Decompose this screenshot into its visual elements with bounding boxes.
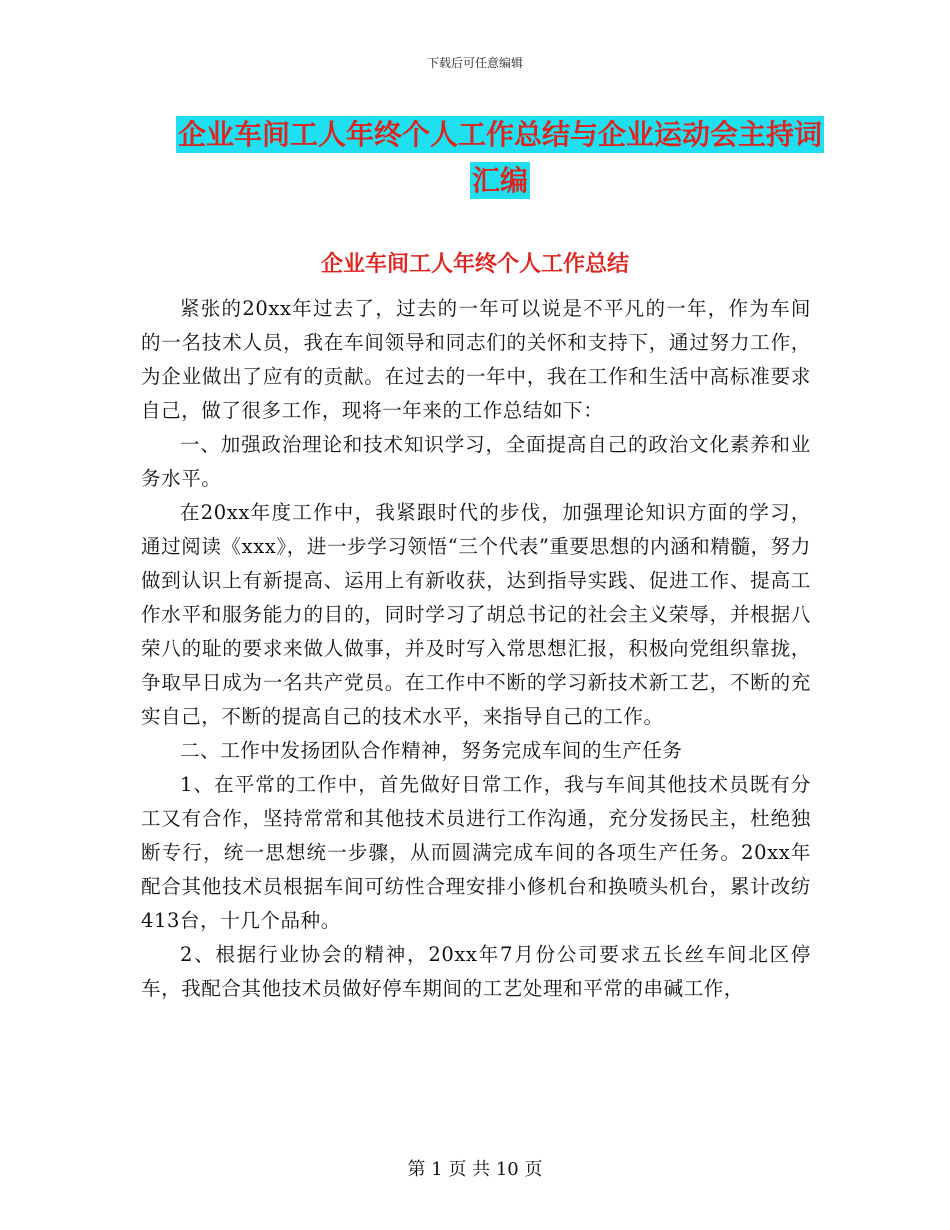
section-title: 企业车间工人年终个人工作总结 [320, 252, 629, 277]
document-title [140, 112, 860, 204]
paragraph: 一、加强政治理论和技术知识学习，全面提高自己的政治文化素养和业务水平。 [141, 433, 811, 490]
paragraph: 在20xx年度工作中，我紧跟时代的步伐，加强理论知识方面的学习，通过阅读《xxx》，进一步学习领悟“三个代表”重要思想的内涵和精髓，努力做到认识上有新提高、运用上有新收获，达到指导实践、促进工作、提高工作水平和服务能力的目的，同时学习了胡总书记的社会主义荣辱，并根据八荣八的耻的要求来做人做事，并及时写入常思想汇报，积极向党组织靠拢，争取早日成为一名共产党员。在工作中不断的学习新技术新工艺，不断的充实自己，不断的提高自己的技术水平，来指导自己的工作。 [141, 501, 811, 728]
paragraph: 二、工作中发扬团队合作精神，努务完成车间的生产任务 [180, 739, 683, 762]
document-title-line1: 企业车间工人年终个人工作总结与企业运动会主持词 [177, 118, 822, 151]
paragraph: 1、在平常的工作中，首先做好日常工作，我与车间其他技术员既有分工又有合作，坚持常常和其他技术员进行工作沟通，充分发扬民主，杜绝独断专行，统一思想统一步骤，从而圆满完成车间的各项生产任务。20xx年配合其他技术员根据车间可纺性合理安排小修机台和换喷头机台，累计改纺413台，十几个品种。 [141, 773, 811, 932]
page-footer-number: 第 1 页 共 10 页 [407, 1159, 543, 1180]
paragraph: 2、根据行业协会的精神，20xx年7月份公司要求五长丝车间北区停车，我配合其他技术员做好停车期间的工艺处理和平常的串碱工作， [141, 943, 811, 1000]
document-title-line2: 汇编 [471, 164, 528, 197]
paragraph: 紧张的20xx年过去了，过去的一年可以说是不平凡的一年，作为车间的一名技术人员，我在车间领导和同志们的关怀和支持下，通过努力工作，为企业做出了应有的贡献。在过去的一年中，我在工作和生活中高标准要求自己，做了很多工作，现将一年来的工作总结如下： [141, 297, 811, 422]
page-header-note: 下载后可任意编辑 [426, 56, 523, 70]
document-body [141, 292, 811, 1006]
